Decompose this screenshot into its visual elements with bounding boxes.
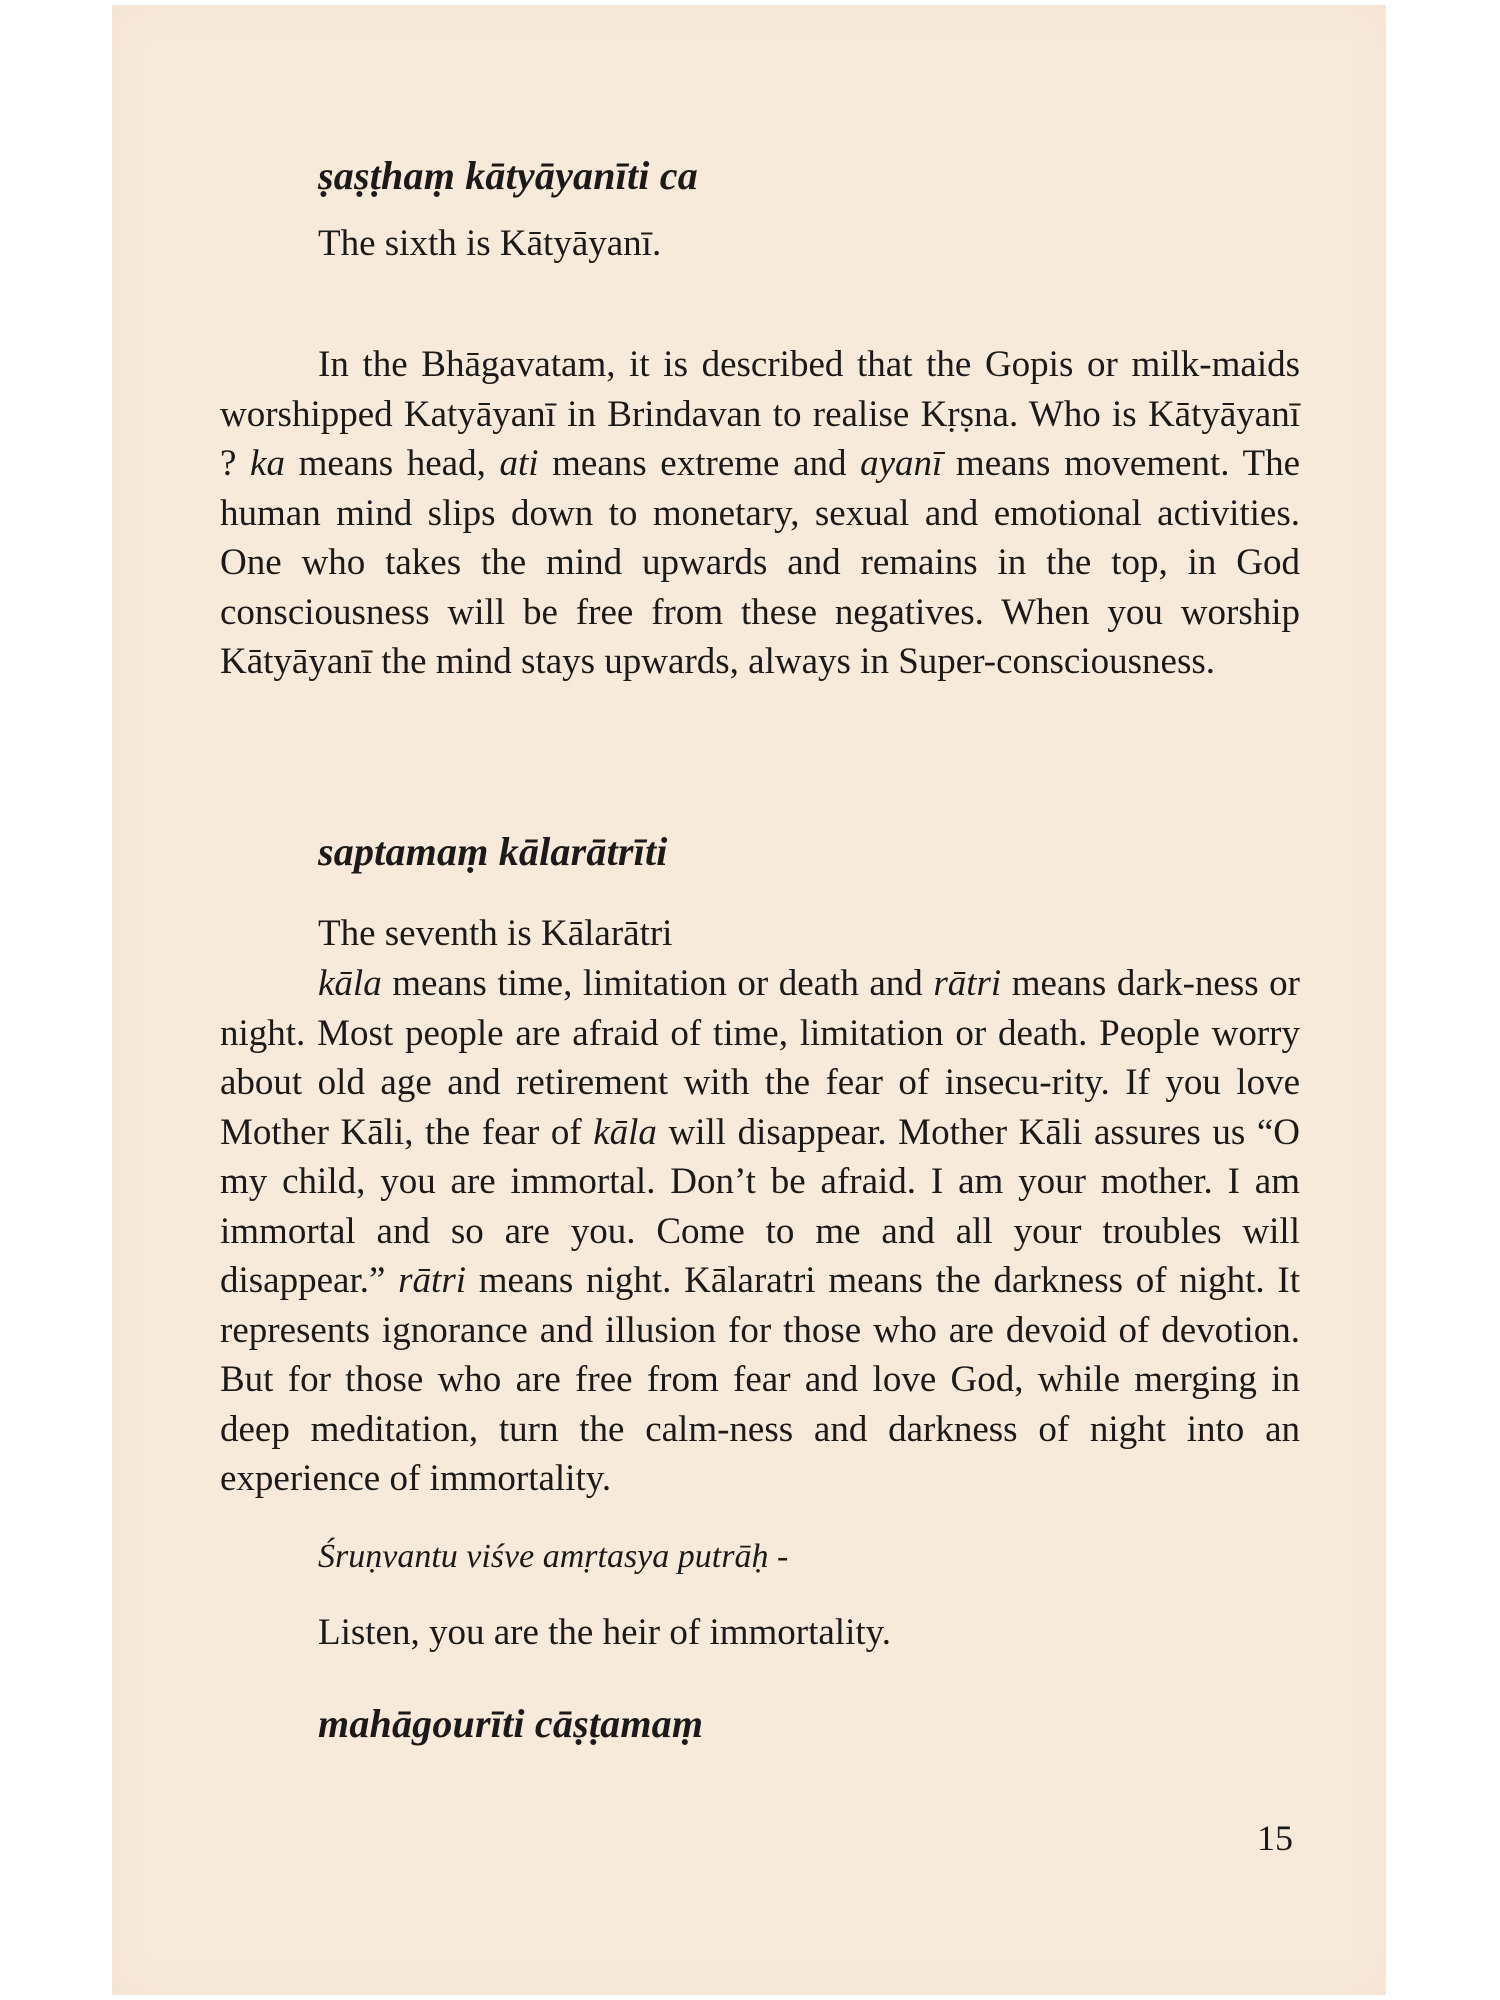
- term-ratri: rātri: [398, 1260, 467, 1301]
- section-heading-sixth: ṣaṣṭhaṃ kātyāyanīti ca: [318, 153, 698, 198]
- term-kala: kāla: [318, 963, 382, 1004]
- sixth-translation: The sixth is Kātyāyanī.: [318, 223, 662, 264]
- text: means dark-ness or night. Most people are afraid of time, limitation or death. People worry about old age and retirement with the fear of insecu-rity. If you love Mother Kāli, the fear of: [220, 963, 1300, 1153]
- text: means head,: [284, 443, 500, 484]
- seventh-translation: The seventh is Kālarātri: [318, 913, 673, 954]
- page-number: 15: [1257, 1818, 1293, 1858]
- term-kala: kāla: [593, 1111, 657, 1153]
- text: means extreme and: [538, 443, 861, 484]
- text: In the Bhāgavatam, it is described that the Gopis or milk-maids worshipped Katyāyanī in Brindavan to realise Kṛṣna. Who is Kātyāyanī ?: [220, 344, 1300, 484]
- term-ati: ati: [499, 443, 539, 484]
- text: means night. Kālaratri means the darkness of night. It represents ignorance and illusion for those who are devoid of devotion. But for those who are free from fear and love God, while merging in deep meditation, turn the calm-ness and darkness of night into an experience of immortality.: [220, 1260, 1300, 1499]
- paragraph-kalaratri: [220, 959, 1300, 1504]
- verse-translation: Listen, you are the heir of immortality.: [318, 1612, 891, 1653]
- book-page: [112, 5, 1386, 1995]
- section-heading-seventh: saptamaṃ kālarātrīti: [318, 829, 668, 874]
- text: means time, limitation or death and: [381, 963, 934, 1004]
- term-ka: ka: [250, 443, 285, 484]
- text: means movement. The human mind slips down to monetary, sexual and emotional activities. One who takes the mind upwards and remains in the top, in God consciousness will be free from these negatives. When you worship Kātyāyanī the mind stays upwards, always in Super-consciousness.: [220, 443, 1300, 682]
- text: will disappear. Mother Kāli assures us “O my child, you are immortal. Don’t be afraid. I am your mother. I am immortal and so are you. Come to me and all your troubles will disappear.”: [220, 1111, 1300, 1301]
- sanskrit-verse: Śruṇvantu viśve amṛtasya putrāḥ -: [318, 1538, 789, 1575]
- paragraph-katyayani: [220, 340, 1300, 687]
- section-heading-eighth: mahāgourīti cāṣṭamaṃ: [318, 1701, 704, 1746]
- term-ratri: rātri: [933, 963, 1002, 1004]
- term-ayani: ayanī: [860, 443, 943, 484]
